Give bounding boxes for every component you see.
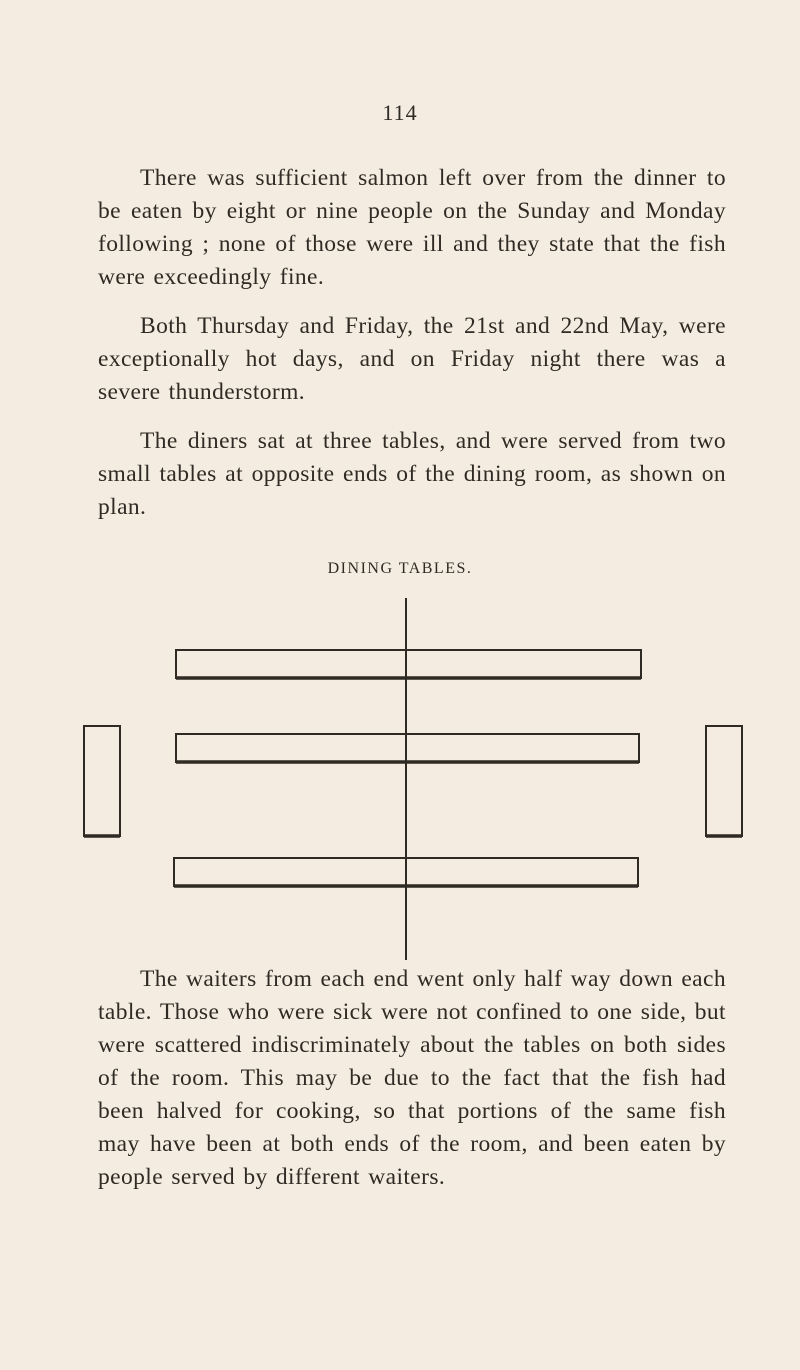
paragraph-4: The waiters from each end went only half way down each table. Those who were sick were not confined to one side, but were scattered indiscriminately about the tables on both sides of the room. This may be due to the fact that the fish had been halved for cooking, so that portions of the same fish may have been at both ends of the room, and been eaten by people served by different waiters. (98, 966, 726, 1190)
table-2-right-half (406, 734, 639, 762)
serving-table-left (84, 726, 120, 836)
table-3-right-half (406, 858, 638, 886)
paragraph-2: Both Thursday and Friday, the 21st and 22nd May, were exceptionally hot days, and on Friday night there was a severe thunderstorm. (98, 313, 726, 405)
plan-title: DINING TABLES. (327, 560, 473, 577)
table-2-left-half (176, 734, 406, 762)
serving-table-right (706, 726, 742, 836)
paragraph-3: The diners sat at three tables, and were served from two small tables at opposite ends of the dining room, as shown on plan. (98, 428, 726, 520)
paragraph-1: There was sufficient salmon left over from the dinner to be eaten by eight or nine people on the Sunday and Monday following ; none of those were ill and they state that the fish were exceedingly fine. (98, 165, 726, 290)
page-number: 114 (382, 100, 418, 125)
table-1-left-half (176, 650, 406, 678)
table-3-left-half (174, 858, 406, 886)
dining-room-plan (0, 590, 800, 960)
table-1-right-half (406, 650, 641, 678)
